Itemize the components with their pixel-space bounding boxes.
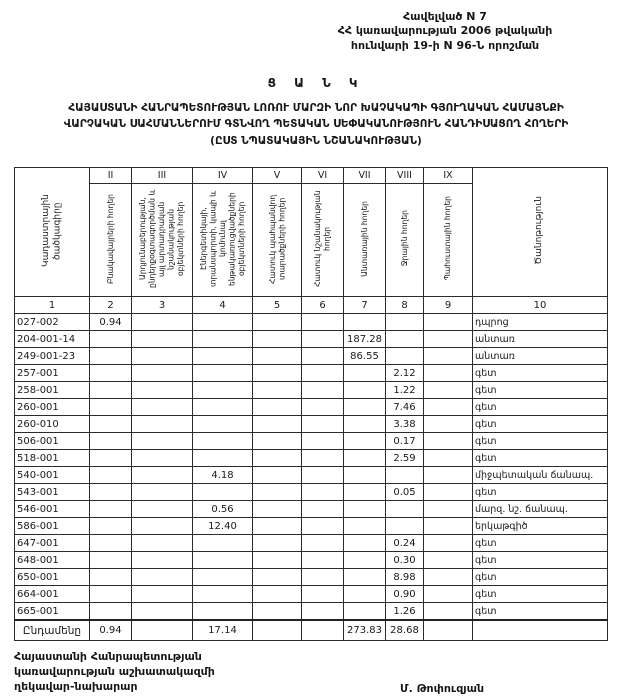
col-header-label: Պահուստային հողեր	[443, 196, 453, 281]
area-value-cell	[90, 484, 132, 501]
area-value-cell: 86.55	[344, 348, 386, 365]
area-value-cell	[424, 416, 473, 433]
title-line: (ԸՍՏ ՆՊԱՏԱԿԱՅԻՆ ՆՇԱՆԱԿՈՒԹՅԱՆ)	[210, 134, 422, 147]
col-number: 1	[15, 297, 90, 314]
area-value-cell	[424, 535, 473, 552]
area-value-cell	[193, 314, 253, 331]
area-value-cell	[302, 314, 344, 331]
area-value-cell	[193, 399, 253, 416]
area-value-cell: 0.56	[193, 501, 253, 518]
column-numbers-row	[15, 297, 608, 314]
area-value-cell	[424, 586, 473, 603]
area-value-cell	[193, 365, 253, 382]
cadastral-code-cell: 546-001	[15, 501, 90, 518]
area-value-cell	[90, 416, 132, 433]
area-value-cell	[253, 484, 302, 501]
area-value-cell	[132, 535, 193, 552]
area-value-cell	[302, 450, 344, 467]
table-row	[15, 467, 608, 484]
roman-II: II	[90, 168, 132, 184]
area-value-cell	[193, 450, 253, 467]
area-value-cell: 0.24	[386, 535, 424, 552]
total-label-cell: Ընդամենը	[15, 620, 90, 641]
area-value-cell	[302, 433, 344, 450]
appendix-block	[280, 10, 610, 53]
note-cell: միջպետական ճանապ.	[473, 467, 608, 484]
area-value-cell	[344, 586, 386, 603]
land-parcels-table	[14, 167, 608, 641]
col-number: 3	[132, 297, 193, 314]
area-value-cell	[424, 399, 473, 416]
table-row	[15, 399, 608, 416]
area-value-cell	[424, 348, 473, 365]
area-value-cell: 273.83	[344, 620, 386, 641]
area-value-cell	[302, 365, 344, 382]
area-value-cell	[253, 365, 302, 382]
roman-IX: IX	[424, 168, 473, 184]
area-value-cell	[344, 552, 386, 569]
table-row	[15, 535, 608, 552]
area-value-cell	[302, 501, 344, 518]
area-value-cell	[90, 433, 132, 450]
area-value-cell	[132, 331, 193, 348]
area-value-cell	[424, 552, 473, 569]
area-value-cell	[132, 416, 193, 433]
table-row	[15, 314, 608, 331]
table-row	[15, 433, 608, 450]
roman-VIII: VIII	[386, 168, 424, 184]
area-value-cell	[302, 552, 344, 569]
area-value-cell	[253, 501, 302, 518]
area-value-cell	[344, 501, 386, 518]
area-value-cell	[253, 552, 302, 569]
area-value-cell	[424, 603, 473, 621]
area-value-cell	[132, 620, 193, 641]
area-value-cell	[90, 501, 132, 518]
area-value-cell	[90, 603, 132, 621]
note-cell: անտառ	[473, 348, 608, 365]
col-header-residential-lands	[90, 184, 132, 297]
area-value-cell	[424, 450, 473, 467]
area-value-cell	[132, 603, 193, 621]
col-header-label: Անտառային հողեր	[359, 200, 369, 277]
area-value-cell	[386, 467, 424, 484]
area-value-cell	[344, 433, 386, 450]
area-value-cell	[193, 484, 253, 501]
area-value-cell	[90, 467, 132, 484]
cadastral-code-cell: 249-001-23	[15, 348, 90, 365]
note-cell: դպրոց	[473, 314, 608, 331]
area-value-cell	[424, 433, 473, 450]
area-value-cell: 1.26	[386, 603, 424, 621]
area-value-cell	[253, 467, 302, 484]
area-value-cell	[253, 569, 302, 586]
area-value-cell	[132, 433, 193, 450]
col-header-cadastral-code-label: Կադաստրային ծածկագիրը	[40, 194, 62, 267]
area-value-cell: 0.05	[386, 484, 424, 501]
col-header-industrial-lands	[132, 184, 193, 297]
note-cell: գետ	[473, 552, 608, 569]
cadastral-code-cell: 665-001	[15, 603, 90, 621]
area-value-cell	[132, 484, 193, 501]
area-value-cell	[344, 518, 386, 535]
col-number: 4	[193, 297, 253, 314]
roman-IV: IV	[193, 168, 253, 184]
col-header-special-lands	[302, 184, 344, 297]
area-value-cell: 7.46	[386, 399, 424, 416]
area-value-cell	[193, 433, 253, 450]
area-value-cell	[344, 382, 386, 399]
col-number: 7	[344, 297, 386, 314]
note-cell: անտառ	[473, 331, 608, 348]
roman-V: V	[253, 168, 302, 184]
area-value-cell: 0.94	[90, 620, 132, 641]
table-row	[15, 416, 608, 433]
table-row	[15, 586, 608, 603]
table-body	[15, 314, 608, 641]
table-row	[15, 382, 608, 399]
col-header-note-label: Ծանոթություն	[534, 196, 545, 265]
area-value-cell: 17.14	[193, 620, 253, 641]
area-value-cell: 28.68	[386, 620, 424, 641]
area-value-cell	[253, 620, 302, 641]
note-cell: երկաթգիծ	[473, 518, 608, 535]
area-value-cell	[132, 399, 193, 416]
col-number: 5	[253, 297, 302, 314]
col-number: 6	[302, 297, 344, 314]
area-value-cell	[90, 535, 132, 552]
cadastral-code-cell: 027-002	[15, 314, 90, 331]
area-value-cell	[302, 399, 344, 416]
area-value-cell	[302, 603, 344, 621]
total-row	[15, 620, 608, 641]
area-value-cell	[132, 467, 193, 484]
area-value-cell	[302, 331, 344, 348]
col-header-reserve-lands	[424, 184, 473, 297]
area-value-cell	[253, 603, 302, 621]
col-number: 10	[473, 297, 608, 314]
area-value-cell: 2.59	[386, 450, 424, 467]
area-value-cell	[344, 569, 386, 586]
col-header-label: Հատուկ պահպանվող տարածքների հողեր	[267, 193, 286, 284]
area-value-cell	[424, 467, 473, 484]
note-cell: գետ	[473, 535, 608, 552]
area-value-cell	[424, 569, 473, 586]
appendix-line: հունվարի 19-ի N 96-Ն որոշման	[350, 38, 540, 52]
area-value-cell	[193, 416, 253, 433]
area-value-cell: 0.30	[386, 552, 424, 569]
area-value-cell	[386, 314, 424, 331]
area-value-cell: 8.98	[386, 569, 424, 586]
cadastral-code-cell: 540-001	[15, 467, 90, 484]
area-value-cell	[386, 501, 424, 518]
note-cell: գետ	[473, 433, 608, 450]
area-value-cell	[344, 416, 386, 433]
area-value-cell: 12.40	[193, 518, 253, 535]
footer-line: Հայաստանի Հանրապետության	[14, 650, 202, 663]
note-cell: գետ	[473, 382, 608, 399]
area-value-cell	[424, 484, 473, 501]
area-value-cell	[253, 416, 302, 433]
col-number: 2	[90, 297, 132, 314]
area-value-cell	[344, 450, 386, 467]
table-row	[15, 365, 608, 382]
footer-line: ղեկավար-նախարար	[14, 679, 138, 693]
area-value-cell	[193, 331, 253, 348]
cadastral-code-cell: 664-001	[15, 586, 90, 603]
table-row	[15, 552, 608, 569]
area-value-cell	[253, 331, 302, 348]
area-value-cell	[132, 552, 193, 569]
area-value-cell	[253, 399, 302, 416]
area-value-cell	[253, 535, 302, 552]
table-row	[15, 348, 608, 365]
note-cell: գետ	[473, 569, 608, 586]
note-cell: գետ	[473, 484, 608, 501]
area-value-cell	[193, 382, 253, 399]
area-value-cell	[193, 535, 253, 552]
area-value-cell: 0.17	[386, 433, 424, 450]
table-row	[15, 331, 608, 348]
cadastral-code-cell: 260-010	[15, 416, 90, 433]
note-cell: գետ	[473, 586, 608, 603]
area-value-cell	[132, 382, 193, 399]
area-value-cell	[193, 603, 253, 621]
area-value-cell	[253, 518, 302, 535]
area-value-cell	[424, 501, 473, 518]
area-value-cell	[344, 399, 386, 416]
area-value-cell	[253, 382, 302, 399]
area-value-cell	[424, 518, 473, 535]
area-value-cell: 187.28	[344, 331, 386, 348]
area-value-cell	[193, 569, 253, 586]
area-value-cell	[90, 365, 132, 382]
note-cell	[473, 620, 608, 641]
note-cell: գետ	[473, 365, 608, 382]
appendix-line: Հավելված N 7	[403, 10, 487, 23]
area-value-cell	[90, 382, 132, 399]
cadastral-code-cell: 648-001	[15, 552, 90, 569]
cadastral-code-cell: 204-001-14	[15, 331, 90, 348]
table-row	[15, 501, 608, 518]
area-value-cell	[386, 348, 424, 365]
col-header-label: Արդյունաբերության, ընդերքօգտագործման և այլ արտադրական նշանակության օբյեկտների հողեր	[138, 189, 186, 288]
area-value-cell	[132, 501, 193, 518]
col-header-label: Հատուկ նշանակության հողեր	[313, 190, 332, 287]
list-heading: Ց Ա Ն Կ	[267, 76, 365, 90]
col-number: 8	[386, 297, 424, 314]
footer-line: կառավարության աշխատակազմի	[14, 664, 215, 678]
area-value-cell	[90, 399, 132, 416]
area-value-cell: 4.18	[193, 467, 253, 484]
area-value-cell	[302, 467, 344, 484]
area-value-cell	[132, 348, 193, 365]
note-cell: գետ	[473, 450, 608, 467]
note-cell: մարզ. նշ. ճանապ.	[473, 501, 608, 518]
area-value-cell	[302, 586, 344, 603]
area-value-cell	[344, 365, 386, 382]
area-value-cell	[302, 382, 344, 399]
area-value-cell	[132, 518, 193, 535]
area-value-cell: 2.12	[386, 365, 424, 382]
area-value-cell: 0.94	[90, 314, 132, 331]
area-value-cell	[302, 348, 344, 365]
cadastral-code-cell: 518-001	[15, 450, 90, 467]
roman-VII: VII	[344, 168, 386, 184]
appendix-line: ՀՀ կառավարության 2006 թվականի	[337, 24, 553, 38]
area-value-cell	[90, 348, 132, 365]
signature-name: Մ. Թոփուզյան	[400, 682, 485, 695]
area-value-cell	[344, 467, 386, 484]
area-value-cell	[132, 586, 193, 603]
area-value-cell	[302, 620, 344, 641]
area-value-cell	[386, 518, 424, 535]
area-value-cell	[344, 603, 386, 621]
area-value-cell	[90, 552, 132, 569]
table-row	[15, 484, 608, 501]
area-value-cell	[193, 552, 253, 569]
area-value-cell	[90, 569, 132, 586]
area-value-cell	[253, 433, 302, 450]
table-row	[15, 450, 608, 467]
note-cell: գետ	[473, 416, 608, 433]
area-value-cell	[90, 450, 132, 467]
area-value-cell	[90, 518, 132, 535]
area-value-cell	[302, 518, 344, 535]
area-value-cell	[424, 365, 473, 382]
col-header-label: Էներգետիկայի, տրանսպորտի, կապի և կոմունալ ենթակառուցվածքների օբյեկտների հողեր	[198, 190, 246, 287]
area-value-cell: 0.90	[386, 586, 424, 603]
area-value-cell	[90, 331, 132, 348]
area-value-cell	[253, 348, 302, 365]
roman-VI: VI	[302, 168, 344, 184]
col-header-forest-lands	[344, 184, 386, 297]
cadastral-code-cell: 506-001	[15, 433, 90, 450]
area-value-cell	[132, 365, 193, 382]
table-row	[15, 603, 608, 621]
note-cell: գետ	[473, 399, 608, 416]
cadastral-code-cell: 258-001	[15, 382, 90, 399]
cadastral-code-cell: 647-001	[15, 535, 90, 552]
cadastral-code-cell: 586-001	[15, 518, 90, 535]
title-block	[0, 76, 632, 149]
area-value-cell: 1.22	[386, 382, 424, 399]
footer-signatory-title	[14, 650, 215, 695]
area-value-cell: 3.38	[386, 416, 424, 433]
col-header-note	[473, 168, 608, 297]
area-value-cell	[90, 586, 132, 603]
area-value-cell	[132, 314, 193, 331]
area-value-cell	[386, 331, 424, 348]
area-value-cell	[344, 484, 386, 501]
area-value-cell	[424, 382, 473, 399]
cadastral-code-cell: 650-001	[15, 569, 90, 586]
note-cell: գետ	[473, 603, 608, 621]
area-value-cell	[253, 450, 302, 467]
cadastral-code-cell: 543-001	[15, 484, 90, 501]
area-value-cell	[302, 484, 344, 501]
col-header-label: Ջրային հողեր	[399, 210, 409, 267]
area-value-cell	[132, 569, 193, 586]
area-value-cell	[193, 348, 253, 365]
area-value-cell	[424, 620, 473, 641]
col-header-protected-lands	[253, 184, 302, 297]
area-value-cell	[302, 535, 344, 552]
roman-numeral-row	[15, 168, 608, 184]
col-header-infrastructure-lands	[193, 184, 253, 297]
col-number: 9	[424, 297, 473, 314]
table-header	[15, 168, 608, 314]
area-value-cell	[253, 586, 302, 603]
roman-III: III	[132, 168, 193, 184]
area-value-cell	[302, 416, 344, 433]
area-value-cell	[193, 586, 253, 603]
title-line: ՀԱՅԱՍՏԱՆԻ ՀԱՆՐԱՊԵՏՈՒԹՅԱՆ ԼՈՌՈՒ ՄԱՐԶԻ ՆՈՐ ԽԱՉԱԿԱՊԻ ԳՅՈՒՂԱԿԱՆ ՀԱՄԱՅՆՔԻ	[68, 102, 564, 114]
area-value-cell	[253, 314, 302, 331]
area-value-cell	[302, 569, 344, 586]
title-line: ՎԱՐՉԱԿԱՆ ՍԱՀՄԱՆՆԵՐՈՒՄ ԳՏՆՎՈՂ ՊԵՏԱԿԱՆ ՍԵՓԱԿԱՆՈՒԹՅՈՒՆ ՀԱՆԴԻՍԱՑՈՂ ՀՈՂԵՐԻ	[63, 118, 569, 131]
area-value-cell	[344, 535, 386, 552]
col-header-label: Բնակավայրերի հողեր	[105, 193, 115, 284]
table-row	[15, 569, 608, 586]
cadastral-code-cell: 257-001	[15, 365, 90, 382]
cadastral-code-cell: 260-001	[15, 399, 90, 416]
col-header-water-lands	[386, 184, 424, 297]
table-row	[15, 518, 608, 535]
area-value-cell	[424, 314, 473, 331]
col-header-cadastral-code	[15, 168, 90, 297]
area-value-cell	[424, 331, 473, 348]
area-value-cell	[132, 450, 193, 467]
area-value-cell	[344, 314, 386, 331]
